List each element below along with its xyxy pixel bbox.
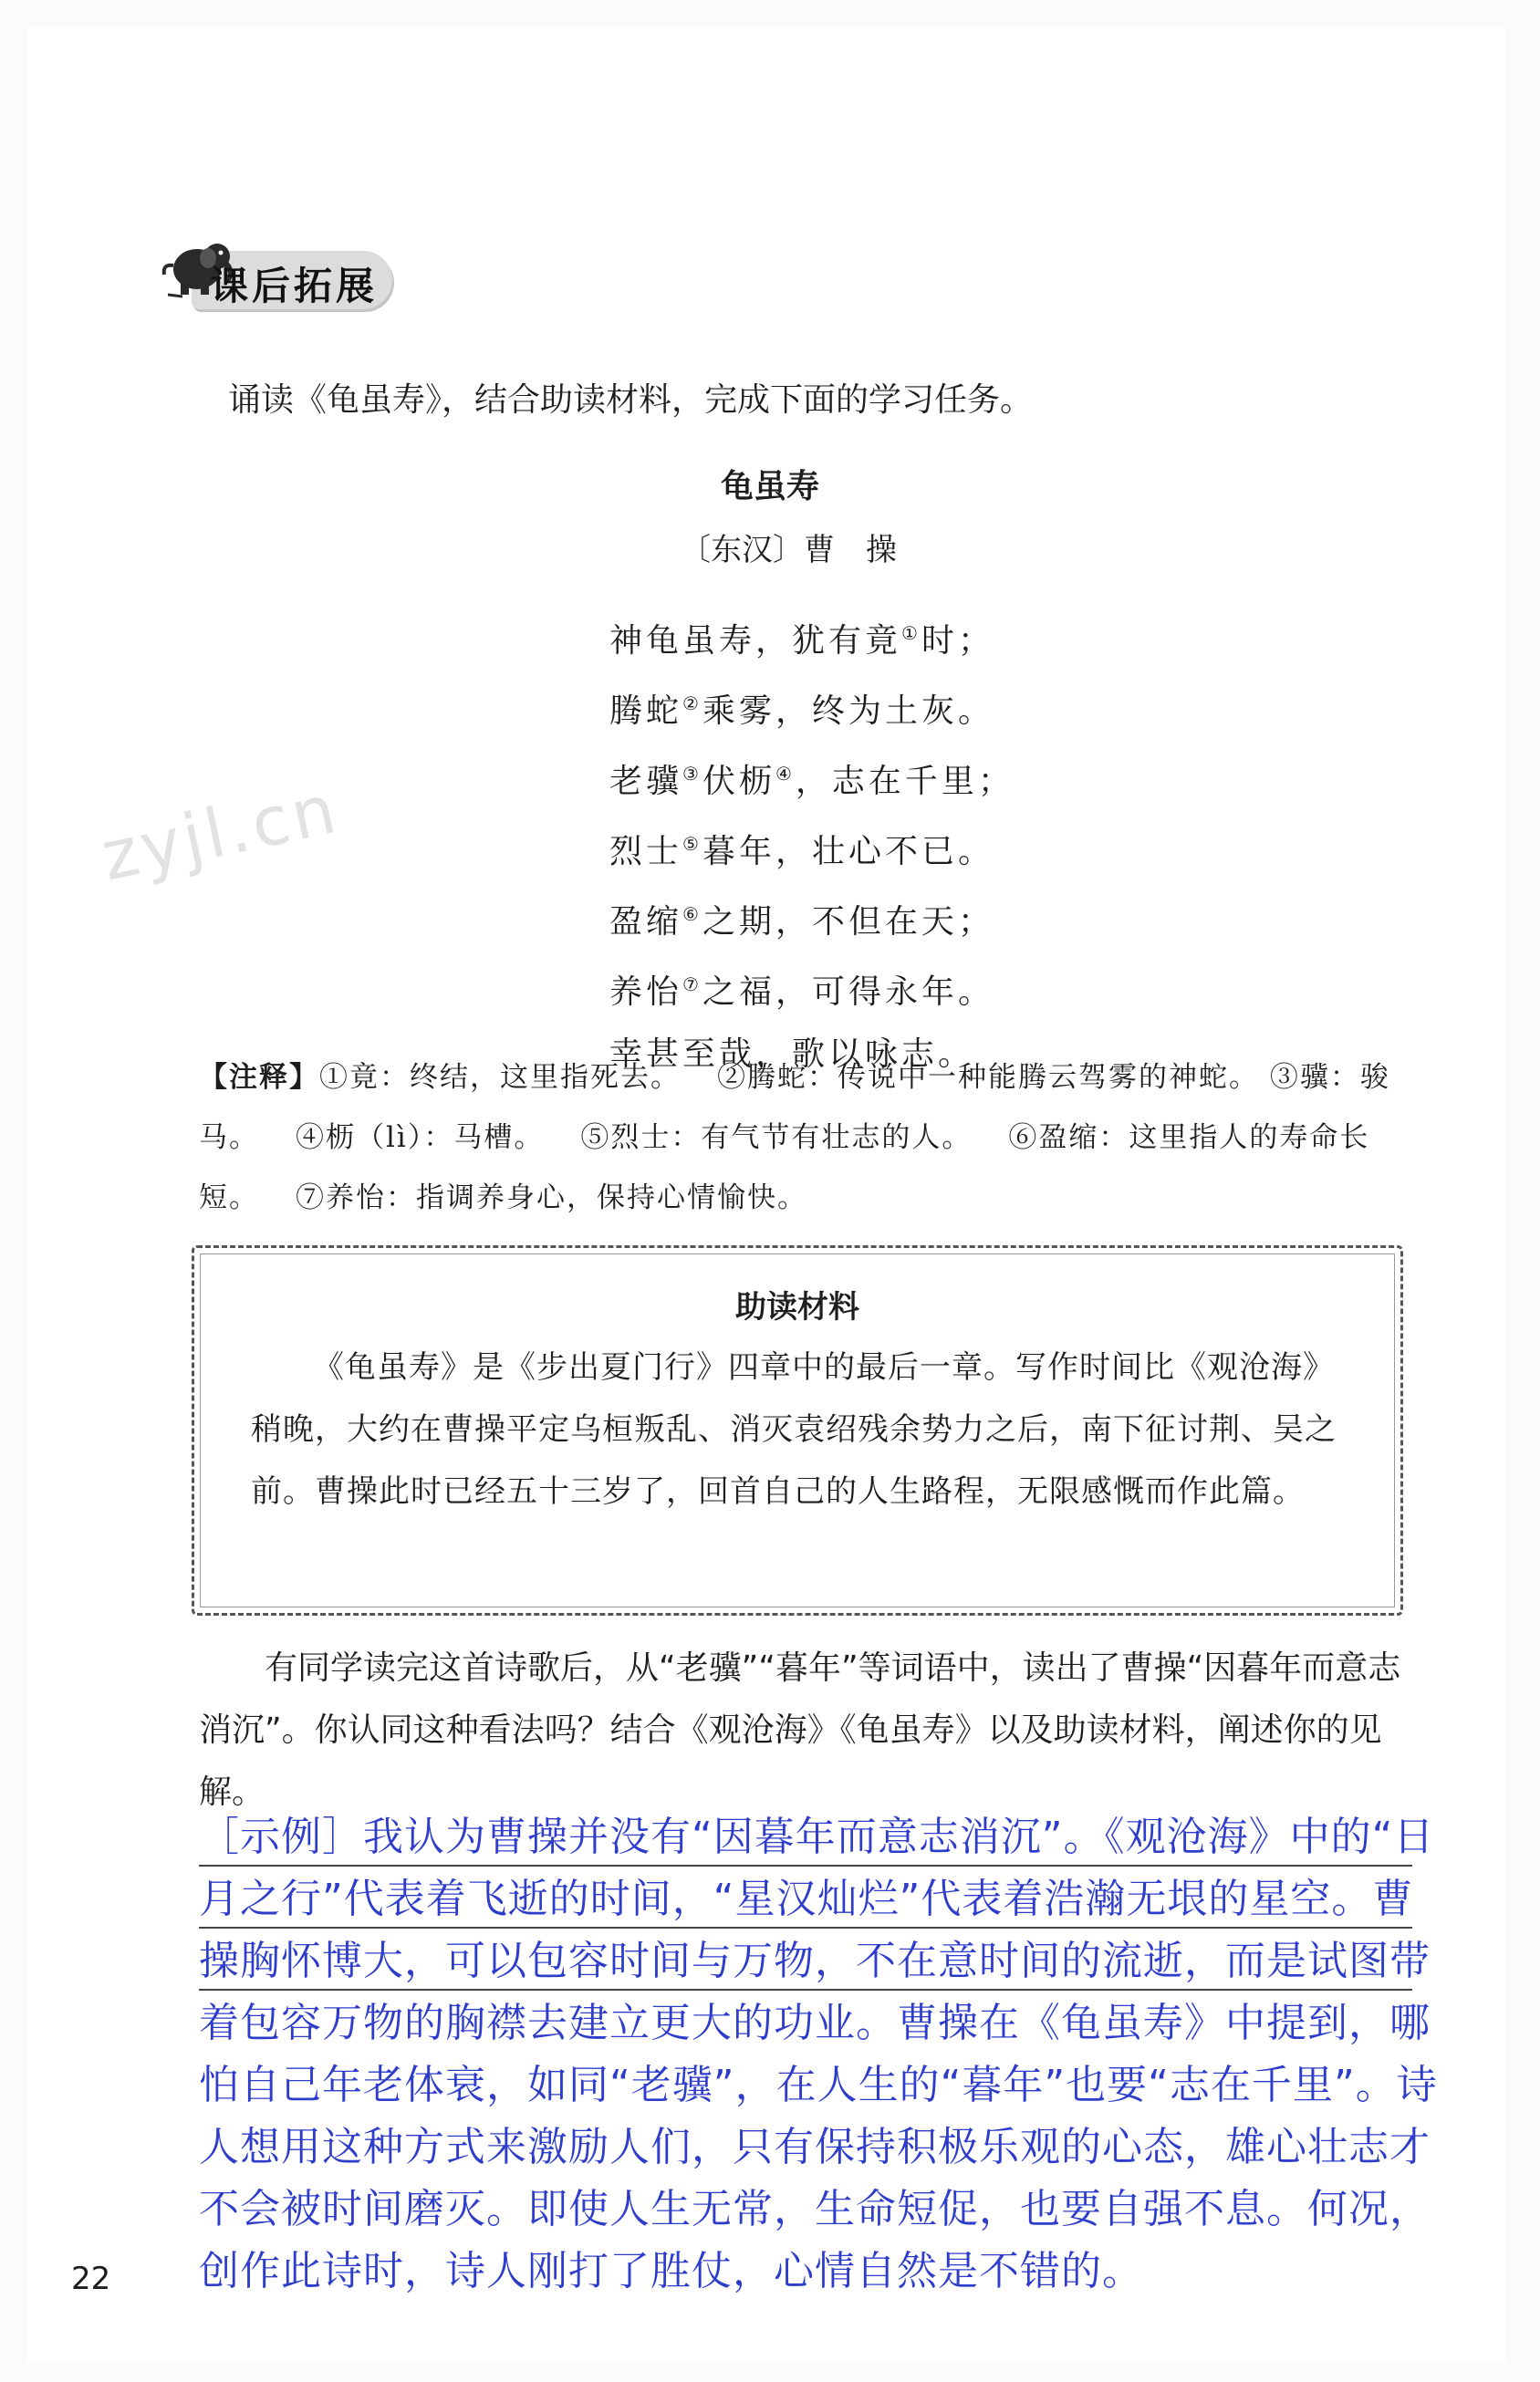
note-item: ⑦养怡：指调养身心，保持心情愉快。 [296,1181,807,1214]
section-header [155,224,401,315]
note-item: ①竟：终结，这里指死去。 [319,1061,681,1094]
note-item: ②腾蛇：传说中一种能腾云驾雾的神蛇。 [717,1061,1259,1094]
section-label: 课后拓展 [210,264,379,308]
watermark: zyjl.cn [94,769,346,897]
note-item: ⑤烈士：有气节有壮志的人。 [580,1121,973,1154]
annotations-label: 【注释】 [199,1061,319,1094]
poem-line: 烈士⑤暮年，壮心不已。 [609,833,994,870]
poem-title: 龟虽寿 [720,468,819,505]
poem-body [609,602,1015,1086]
note-item: ④枥（lì）：马槽。 [296,1121,545,1154]
poem-line: 老骥③伏枥④，志在千里； [609,763,1015,800]
poem-line: 养怡⑦之福，可得永年。 [609,973,994,1011]
reading-material-text: 《龟虽寿》是《步出夏门行》四章中的最后一章。写作时间比《观沧海》稍晚，大约在曹操平定乌桓叛乱、消灭袁绍残余势力之后，南下征讨荆、吴之前。曹操此时已经五十三岁了，回首自己的人生路程，无限感慨而作此篇。 [251,1349,1337,1510]
annotations [199,1047,1403,1228]
poem-line: 幸甚至哉，歌以咏志。 [609,1035,975,1073]
question-text: 有同学读完这首诗歌后，从“老骥”“暮年”等词语中，读出了曹操“因暮年而意志消沉”。你认同这种看法吗？结合《观沧海》《龟虽寿》以及助读材料，阐述你的见解。 [199,1649,1401,1811]
poem-line: 盈缩⑥之期，不但在天； [609,903,994,941]
poem-line: 神龟虽寿，犹有竟①时； [609,622,994,660]
page-number: 22 [71,2261,111,2297]
handwritten-answer: ［示例］我认为曹操并没有“因暮年而意志消沉”。《观沧海》中的“日月之行”代表着飞逝的时间，“星汉灿烂”代表着浩瀚无垠的星空。曹操胸怀博大，可以包容时间与万物，不在意时间的流逝，而是试图带着包容万物的胸襟去建立更大的功业。曹操在《龟虽寿》中提到，哪怕自己年老体衰，如同“老骥”，在人生的“暮年”也要“志在千里”。诗人想用这种方式来激励人们，只有保持积极乐观的心态，雄心壮志才不会被时间磨灭。即使人生无常，生命短促，也要自强不息。何况，创作此诗时，诗人刚打了胜仗，心情自然是不错的。 [199,1814,1438,2294]
note-item: ③骥：骏马。 [199,1061,1390,1154]
task-intro: 诵读《龟虽寿》，结合助读材料，完成下面的学习任务。 [228,381,1034,419]
reading-material-title: 助读材料 [735,1289,859,1326]
poem-author: 〔东汉〕曹 操 [680,532,897,568]
note-item: ⑥盈缩：这里指人的寿命长短。 [199,1121,1370,1214]
poem-line: 腾蛇②乘雾，终为土灰。 [609,692,994,730]
